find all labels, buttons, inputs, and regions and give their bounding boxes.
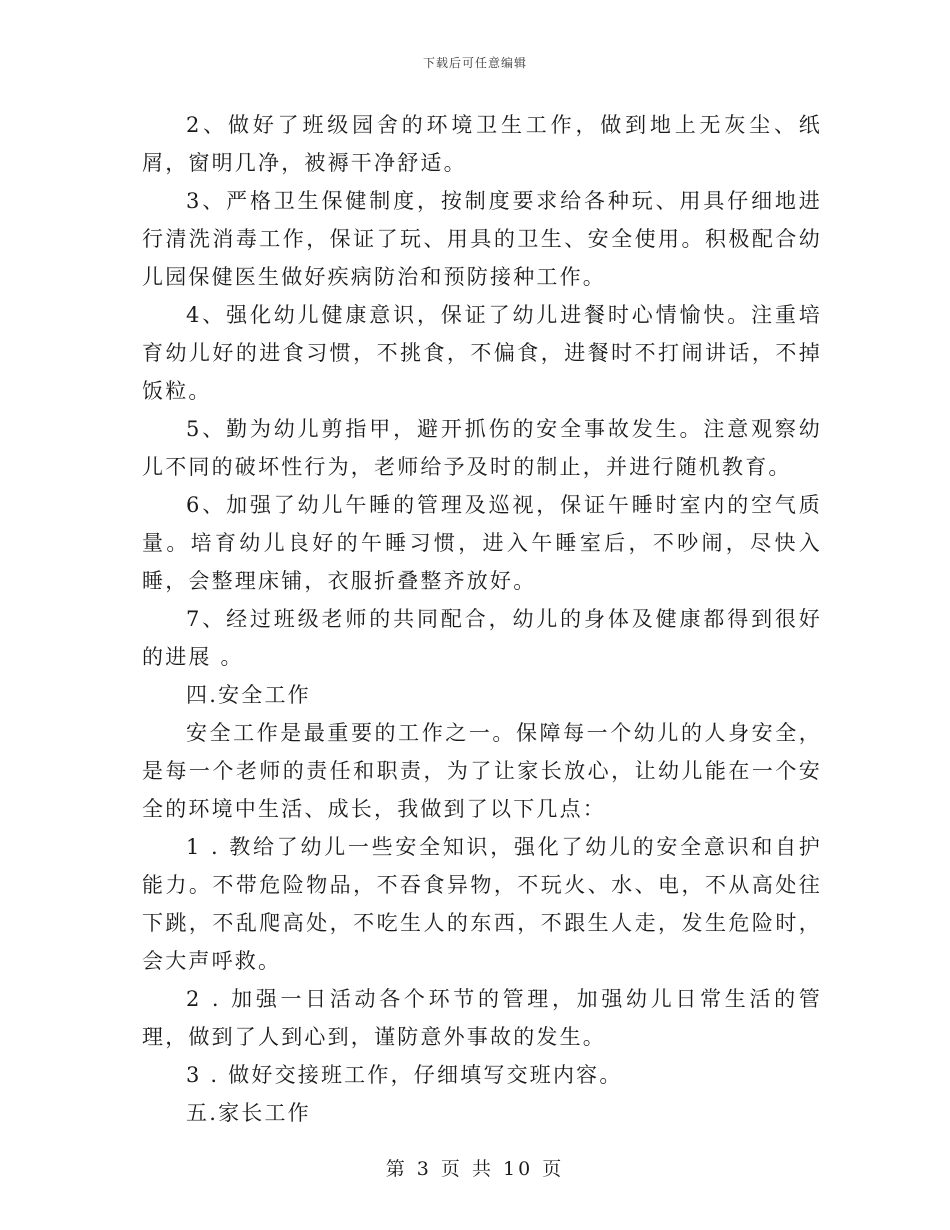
page-number: 第 3 页 共 10 页 xyxy=(385,1158,565,1180)
paragraph-daily-management: 2 . 加强一日活动各个环节的管理，加强幼儿日常生活的管理，做到了人到心到，谨防意外事故的发生。 xyxy=(142,987,822,1049)
paragraph-handover: 3 . 做好交接班工作，仔细填写交班内容。 xyxy=(186,1063,623,1087)
paragraph-nap: 6、加强了幼儿午睡的管理及巡视，保证午睡时室内的空气质量。培育幼儿良好的午睡习惯，进入午睡室后，不吵闹，尽快入睡，会整理床铺，衣服折叠整齐放好。 xyxy=(142,493,822,593)
document-body xyxy=(142,106,822,1132)
section-heading-parents: 五.家长工作 xyxy=(186,1101,311,1125)
paragraph-safety-knowledge: 1 . 教给了幼儿一些安全知识，强化了幼儿的安全意识和自护能力。不带危险物品，不吞食异物，不玩火、水、电，不从高处往下跳，不乱爬高处，不吃生人的东西，不跟生人走，发生危险时，会大声呼救。 xyxy=(142,835,822,973)
section-heading-safety: 四.安全工作 xyxy=(186,683,311,707)
paragraph-progress: 7、经过班级老师的共同配合，幼儿的身体及健康都得到很好的进展 。 xyxy=(142,607,822,669)
paragraph-eating-habits: 4、强化幼儿健康意识，保证了幼儿进餐时心情愉快。注重培育幼儿好的进食习惯，不挑食，不偏食，进餐时不打闹讲话，不掉饭粒。 xyxy=(142,303,822,403)
page-header: 下载后可任意编辑 xyxy=(422,56,527,70)
paragraph-safety-intro: 安全工作是最重要的工作之一。保障每一个幼儿的人身安全，是每一个老师的责任和职责，为了让家长放心，让幼儿能在一个安全的环境中生活、成长，我做到了以下几点： xyxy=(142,721,822,821)
paragraph-health-system: 3、严格卫生保健制度，按制度要求给各种玩、用具仔细地进行清洗消毒工作，保证了玩、用具的卫生、安全使用。积极配合幼儿园保健医生做好疾病防治和预防接种工作。 xyxy=(142,189,822,289)
paragraph-hygiene: 2、做好了班级园舍的环境卫生工作，做到地上无灰尘、纸屑，窗明几净，被褥干净舒适。 xyxy=(142,113,822,175)
paragraph-nails: 5、勤为幼儿剪指甲，避开抓伤的安全事故发生。注意观察幼儿不同的破坏性行为，老师给予及时的制止，并进行随机教育。 xyxy=(142,417,822,479)
